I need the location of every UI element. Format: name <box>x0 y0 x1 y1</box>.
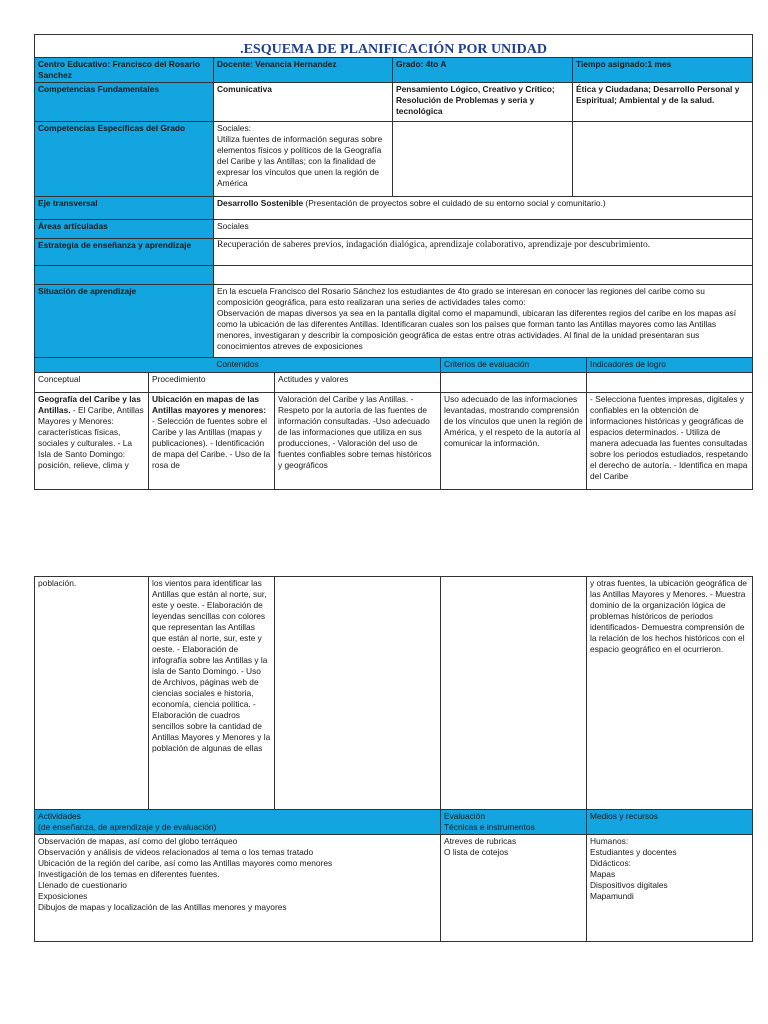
planning-table-bottom <box>34 576 752 942</box>
eje-bold: Desarrollo Sostenible <box>217 198 304 208</box>
actividades-header: Actividades (de enseñanza, de aprendizaje y de evaluación) <box>35 810 441 835</box>
competencias-fundamentales-label: Competencias Fundamentales <box>35 83 214 122</box>
procedimiento-text: - Selección de fuentes sobre el Caribe y las Antillas (mapas y publicaciones). - Identificación de mapa del Caribe. - Uso de la rosa de <box>152 416 271 470</box>
areas-articuladas-value: Sociales <box>214 220 753 239</box>
actitudes-cell: Valoración del Caribe y las Antillas. - Respeto por la autoría de las fuentes de información consultadas. -Uso adecuado de las informaciones que utiliza en sus producciones, - Valoración del uso de fuentes confiables sobre temas históricos y geográficos <box>275 393 441 490</box>
medios-list: Humanos: Estudiantes y docentes Didácticos: Mapas Dispositivos digitales Mapamundi <box>587 835 753 942</box>
contenidos-table <box>34 357 753 490</box>
empty-cell <box>441 373 587 393</box>
conceptual-bold: Geografía del Caribe y las Antillas. <box>38 394 141 415</box>
procedimiento-header: Procedimiento <box>149 373 275 393</box>
competencias-especificas-label: Competencias Específicas del Grado <box>35 122 214 197</box>
plan-header-table <box>34 34 753 358</box>
situacion-label: Situación de aprendizaje <box>35 285 214 358</box>
empty-cell <box>275 577 441 810</box>
actitudes-header: Actitudes y valores <box>275 373 441 393</box>
empty-cell <box>214 266 753 285</box>
eje-transversal-label: Eje transversal <box>35 197 214 220</box>
evaluacion-header: Evaluación Técnicas e instrumentos <box>441 810 587 835</box>
medios-header: Medios y recursos <box>587 810 753 835</box>
areas-articuladas-label: Áreas articuladas <box>35 220 214 239</box>
criterios-header: Criterios de evaluación <box>441 358 587 373</box>
planning-table-top <box>34 34 752 490</box>
eje-transversal-value <box>214 197 753 220</box>
grado: Grado: 4to A <box>393 58 573 83</box>
conceptual-cell <box>35 393 149 490</box>
procedimiento-bold: Ubicación en mapas de las Antillas mayores y menores: <box>152 394 267 415</box>
empty-cell <box>393 122 573 197</box>
indicadores-cell: - Selecciona fuentes impresas, digitales y confiables en la obtención de informaciones históricas y geográficas de espacios determinados. - Utiliza de manera adecuada las fuentes consultadas sobre los periodos estudiados, respetando el derecho de autoría. - Identifica en mapa del Caribe <box>587 393 753 490</box>
empty-cell <box>587 373 753 393</box>
conceptual-continued: población. <box>35 577 149 810</box>
empty-cell <box>573 122 753 197</box>
conceptual-header: Conceptual <box>35 373 149 393</box>
indicadores-continued: y otras fuentes, la ubicación geográfica de las Antillas Mayores y Menores. - Muestra dominio de la organización lógica de problemas históricos de periodos identificados- Demuestra comprensión de la relación de los hechos históricos con el espacio geográfico en el ocurrieron. <box>587 577 753 810</box>
actividades-list: Observación de mapas, así como del globo terráqueo Observación y análisis de videos relacionados al tema o los temas tratado Ubicación de la región del caribe, así como las Antillas mayores como menores Investigación de los temas en diferentes fuentes. Llenado de cuestionario Exposiciones Dibujos de mapas y localización de las Antillas menores y mayores <box>35 835 441 942</box>
docente: Docente: Venancia Hernandez <box>214 58 393 83</box>
continuation-table <box>34 576 753 942</box>
indicadores-header: Indicadores de logro <box>587 358 753 373</box>
eje-text: (Presentación de proyectos sobre el cuidado de su entorno social y comunitario.) <box>303 198 606 208</box>
contenidos-header: Contenidos <box>35 358 441 373</box>
tiempo-asignado: Tiempo asignado:1 mes <box>573 58 753 83</box>
estrategia-value: Recuperación de saberes previos, indagación dialógica, aprendizaje colaborativo, aprendizaje por descubrimiento. <box>214 239 753 266</box>
competencia-etica: Ética y Ciudadana; Desarrollo Personal y Espiritual; Ambiental y de la salud. <box>573 83 753 122</box>
competencia-comunicativa: Comunicativa <box>214 83 393 122</box>
criterios-cell: Uso adecuado de las informaciones levantadas, mostrando comprensión de los vínculos que unen la región de América, y el respeto de la autoría al comunicar la información. <box>441 393 587 490</box>
page-title: .ESQUEMA DE PLANIFICACIÓN POR UNIDAD <box>35 35 753 58</box>
competencia-pensamiento: Pensamiento Lógico, Creativo y Crítico; Resolución de Problemas y seria y tecnológica <box>393 83 573 122</box>
empty-cell <box>441 577 587 810</box>
procedimiento-cell <box>149 393 275 490</box>
situacion-text: En la escuela Francisco del Rosario Sánchez los estudiantes de 4to grado se interesan en conocer las regiones del caribe como su composición geográfica, para esto realizaran una series de actividades tales como: Observación de mapas diversos ya sea en la pantalla digital como el mapamundi, ubicaran las diferentes regios del caribe en los mapas así como la ubicación de las diferentes Antillas. Identificaran cuales son los países que forman tanto las Antillas mayores como las Antillas menores, investigaran y describir la composición geográfica de estas entre otras actividades. Al final de la unidad presentaran sus conocimientos atreves de exposiciones <box>214 285 753 358</box>
competencias-especificas-text: Sociales: Utiliza fuentes de información seguras sobre elementos físicos y políticos de la Geografía del Caribe y las Antillas; con la finalidad de expresar los vínculos que unen la región de América <box>214 122 393 197</box>
centro-educativo: Centro Educativo: Francisco del Rosario Sanchez <box>35 58 214 83</box>
procedimiento-continued: los vientos para identificar las Antillas que están al norte, sur, este y oeste. - Elaboración de leyendas sencillas con colores que representan las Antillas que están al norte, sur, este y oeste. - Elaboración de infografía sobre las Antillas y la isla de Santo Domingo. - Uso de Archivos, páginas web de ciencias sociales e historia, economía, ciencia política. - Elaboración de cuadros sencillos sobre la cantidad de Antillas Mayores y Menores y la población de algunas de ellas <box>149 577 275 810</box>
empty-blue-cell <box>35 266 214 285</box>
estrategia-label: Estrategia de enseñanza y aprendizaje <box>35 239 214 266</box>
evaluacion-list: Atreves de rubricas O lista de cotejos <box>441 835 587 942</box>
conceptual-text: - El Caribe, Antillas Mayores y Menores: características físicas, sociales y culturales. - La Isla de Santo Domingo: posición, relieve, clima y <box>38 405 144 470</box>
